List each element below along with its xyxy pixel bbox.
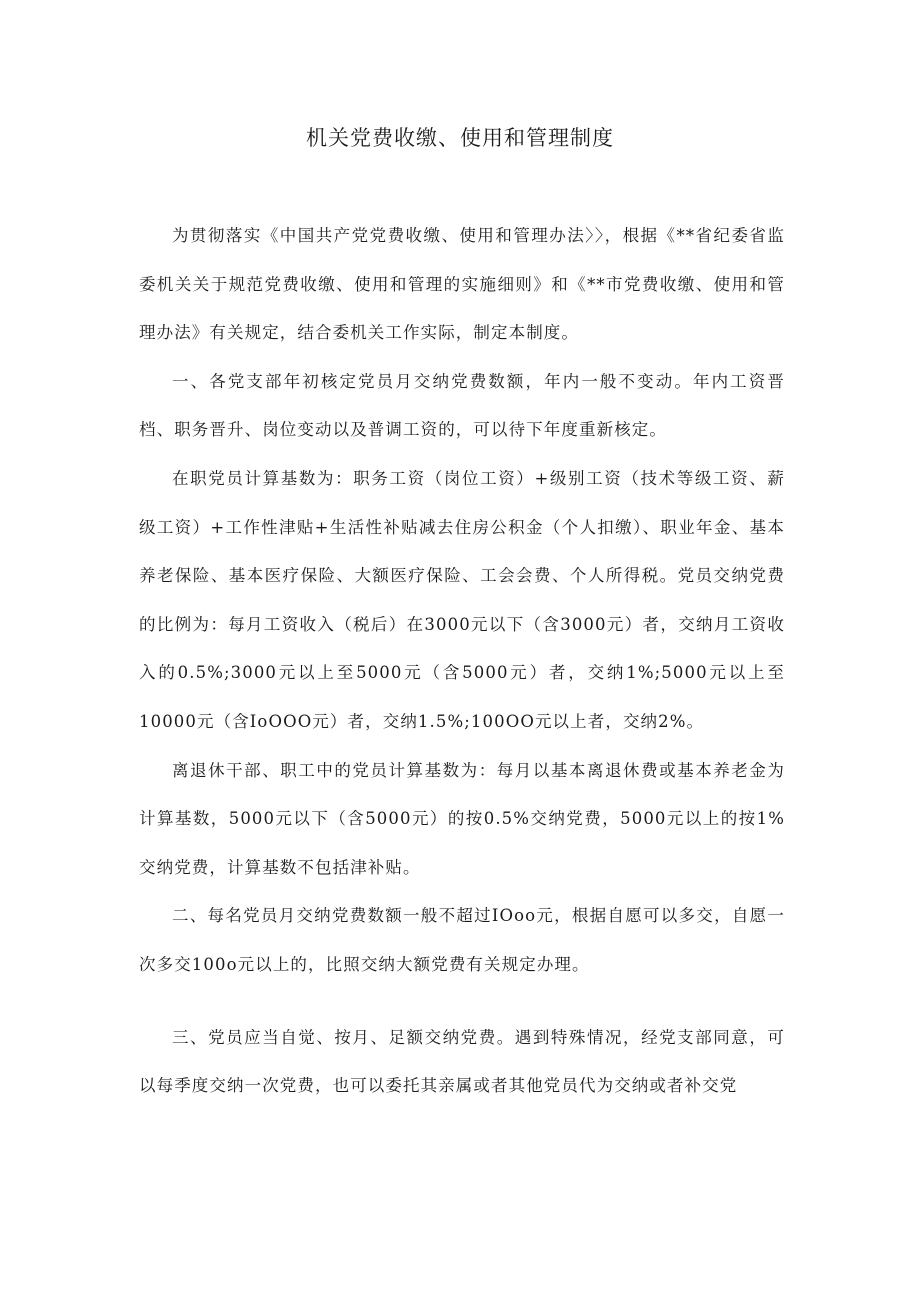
paragraph-intro: 为贯彻落实《中国共产党党费收缴、使用和管理办法〉〉，根据《**省纪委省监委机关关于规范党费收缴、使用和管理的实施细则》和《**市党费收缴、使用和管理办法》有关规定，结合委机关工作实际，制定本制度。 [139, 226, 785, 343]
paragraph-article-1: 一、各党支部年初核定党员月交纳党费数额，年内一般不变动。年内工资晋档、职务晋升、岗位变动以及普调工资的，可以待下年度重新核定。 [139, 371, 785, 440]
document-title: 机关党费收缴、使用和管理制度 [306, 126, 614, 150]
paragraph-article-3: 三、党员应当自觉、按月、足额交纳党费。遇到特殊情况，经党支部同意，可以每季度交纳一次党费，也可以委托其亲属或者其他党员代为交纳或者补交党 [139, 1027, 785, 1096]
document-body [139, 212, 785, 1111]
paragraph-retired-base: 离退休干部、职工中的党员计算基数为：每月以基本离退休费或基本养老金为计算基数，5000元以下（含5000元）的按0.5%交纳党费，5000元以上的按1%交纳党费，计算基数不包括津补贴。 [139, 760, 785, 877]
paragraph-in-service-base: 在职党员计算基数为：职务工资（岗位工资）+级别工资（技术等级工资、薪级工资）+工作性津贴+生活性补贴减去住房公积金（个人扣缴）、职业年金、基本养老保险、基本医疗保险、大额医疗保险、工会会费、个人所得税。党员交纳党费的比例为：每月工资收入（税后）在3000元以下（含3000元）者，交纳月工资收入的0.5%;3000元以上至5000元（含5000元）者，交纳1%;5000元以上至10000元（含IoOOO元）者，交纳1.5%;100OO元以上者，交纳2%。 [139, 468, 785, 731]
paragraph-article-2: 二、每名党员月交纳党费数额一般不超过IOoo元，根据自愿可以多交，自愿一次多交100o元以上的，比照交纳大额党费有关规定办理。 [139, 906, 785, 974]
